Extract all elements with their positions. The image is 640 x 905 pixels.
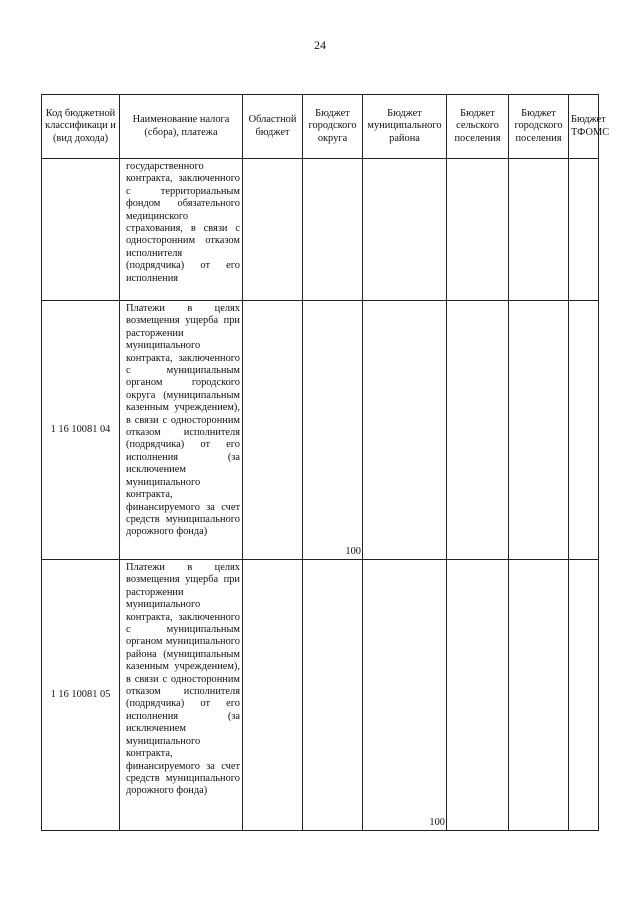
row-code: 1 16 10081 04 (42, 301, 120, 560)
table-row (42, 159, 599, 301)
row-urban-settlement-value (509, 159, 569, 301)
row-code (42, 159, 120, 301)
table-row (42, 301, 599, 560)
row-name: государственного контракта, заключенного с территориальным фондом обязательного медицинского страхования, в связи с односторонним отказом исполнителя (подрядчика) от его исполнения (120, 159, 243, 301)
row-city-district-value (303, 560, 363, 831)
header-city-district-budget: Бюджет городского округа (303, 95, 363, 159)
row-city-district-value: 100 (303, 301, 363, 560)
row-city-district-value (303, 159, 363, 301)
row-municipal-district-value: 100 (363, 560, 447, 831)
row-urban-settlement-value (509, 301, 569, 560)
row-name: Платежи в целях возмещения ущерба при расторжении муниципального контракта, заключенного с муниципальным органом муниципального района (муниципальным казенным учреждением), в связи с односторонним отказом исполнителя (подрядчика) от его исполнения (за исключением муниципального контракта, финансируемого за счет средств муниципального дорожного фонда) (120, 560, 243, 831)
row-name: Платежи в целях возмещения ущерба при расторжении муниципального контракта, заключенного с муниципальным органом городского округа (муниципальным казенным учреждением), в связи с односторонним отказом исполнителя (подрядчика) от его исполнения (за исключением муниципального контракта, финансируемого за счет средств муниципального дорожного фонда) (120, 301, 243, 560)
header-rural-settlement-budget: Бюджет сельского поселения (447, 95, 509, 159)
row-code: 1 16 10081 05 (42, 560, 120, 831)
row-regional-value (243, 301, 303, 560)
header-tfoms-budget: Бюджет ТФОМС (569, 95, 599, 159)
header-regional-budget: Областной бюджет (243, 95, 303, 159)
row-tfoms-value (569, 301, 599, 560)
row-municipal-district-value (363, 301, 447, 560)
row-regional-value (243, 159, 303, 301)
header-name: Наименование налога (сбора), платежа (120, 95, 243, 159)
table-row (42, 560, 599, 831)
header-urban-settlement-budget: Бюджет городского поселения (509, 95, 569, 159)
row-tfoms-value (569, 159, 599, 301)
header-municipal-district-budget: Бюджет муниципального района (363, 95, 447, 159)
row-rural-settlement-value (447, 301, 509, 560)
row-urban-settlement-value (509, 560, 569, 831)
row-rural-settlement-value (447, 159, 509, 301)
header-code: Код бюджетной классификаци и (вид дохода) (42, 95, 120, 159)
budget-distribution-table (41, 94, 610, 831)
row-municipal-district-value (363, 159, 447, 301)
row-tfoms-value (569, 560, 599, 831)
header-row (42, 95, 599, 159)
row-rural-settlement-value (447, 560, 509, 831)
page-number: 24 (314, 38, 326, 52)
row-regional-value (243, 560, 303, 831)
